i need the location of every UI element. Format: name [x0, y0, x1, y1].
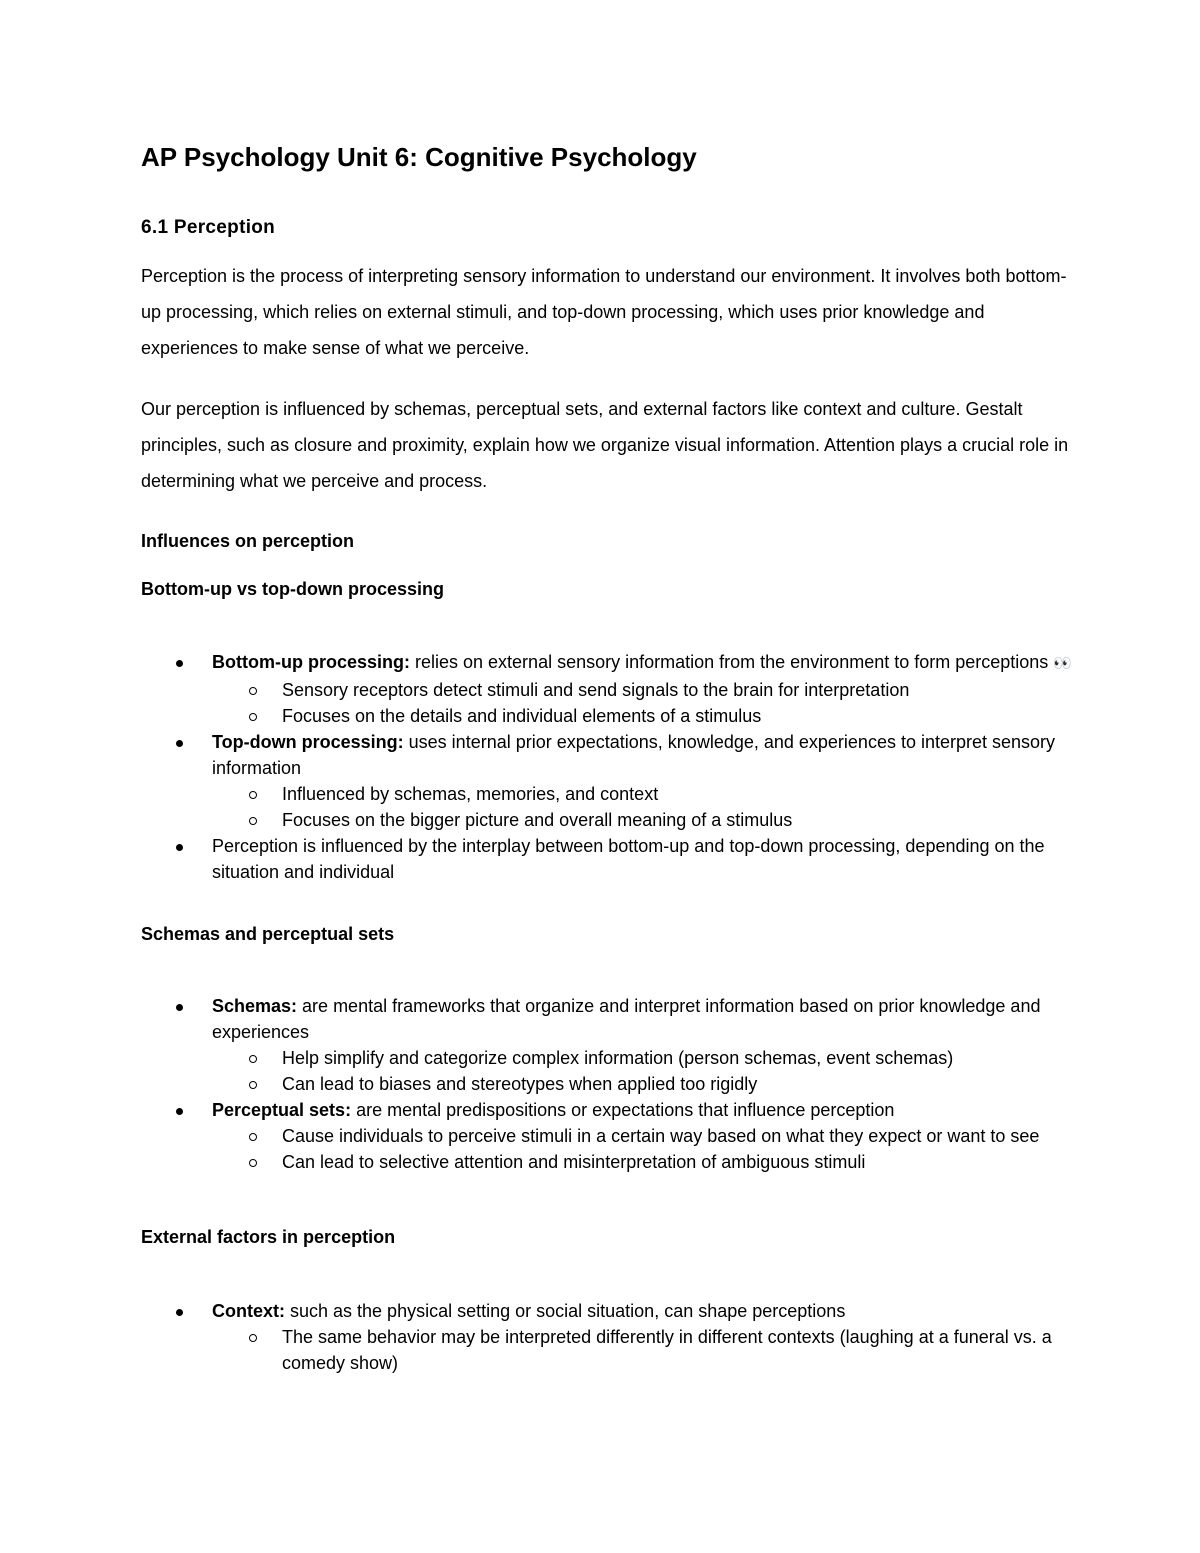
sub-list-item: Can lead to biases and stereotypes when applied too rigidly [0, 1071, 1072, 1097]
term-label: Context: [212, 1301, 285, 1321]
document-title: AP Psychology Unit 6: Cognitive Psychology [141, 142, 697, 172]
term-label: Bottom-up processing: [212, 652, 410, 672]
term-label: Top-down processing: [212, 732, 404, 752]
sub-list-item: Sensory receptors detect stimuli and send signals to the brain for interpretation [0, 677, 1072, 703]
sub-list-item: Focuses on the bigger picture and overall meaning of a stimulus [0, 807, 1072, 833]
circle-bullet [249, 1081, 257, 1089]
term-definition: such as the physical setting or social situation, can shape perceptions [285, 1301, 846, 1321]
sub-list-item: The same behavior may be interpreted differently in different contexts (laughing at a funeral vs. a comedy show) [0, 1324, 1072, 1376]
term-definition: relies on external sensory information from the environment to form perceptions [410, 652, 1054, 672]
circle-bullet [249, 1055, 257, 1063]
term-definition: are mental predispositions or expectations that influence perception [351, 1100, 895, 1120]
external-factors-heading: External factors in perception [141, 1227, 396, 1247]
term-label: Schemas: [212, 996, 298, 1016]
sub-list-item: Can lead to selective attention and misinterpretation of ambiguous stimuli [0, 1149, 1072, 1175]
sub-list-item: Help simplify and categorize complex information (person schemas, event schemas) [0, 1045, 1072, 1071]
bullet [176, 1004, 183, 1011]
list-item [0, 649, 1200, 729]
schemas-list [0, 993, 1200, 1175]
term-definition: uses internal prior expectations, knowledge, and experiences to interpret sensory information [212, 732, 1056, 778]
sub-list-item: Influenced by schemas, memories, and context [0, 781, 1072, 807]
term-definition: are mental frameworks that organize and interpret information based on prior knowledge and experiences [212, 996, 1041, 1042]
circle-bullet [249, 791, 257, 799]
sub-list-item: Cause individuals to perceive stimuli in a certain way based on what they expect or want to see [0, 1123, 1072, 1149]
processing-heading: Bottom-up vs top-down processing [141, 579, 444, 599]
list-item [0, 833, 1200, 885]
circle-bullet [249, 817, 257, 825]
bullet [176, 740, 183, 747]
bullet [176, 1108, 183, 1115]
circle-bullet [249, 687, 257, 695]
influences-heading: Influences on perception [141, 531, 355, 551]
circle-bullet [249, 1133, 257, 1141]
external-factors-list [0, 1298, 1200, 1376]
list-item [0, 1097, 1200, 1175]
bullet [176, 660, 183, 667]
circle-bullet [249, 713, 257, 721]
sub-list-item: Focuses on the details and individual elements of a stimulus [0, 703, 1072, 729]
intro-paragraph: Perception is the process of interpreting sensory information to understand our environment. It involves both bottom-up processing, which relies on external stimuli, and top-down processing, which uses prior knowledge and experiences to make sense of what we perceive. [141, 266, 1067, 358]
list-item-text: Perception is influenced by the interplay between bottom-up and top-down processing, depending on the situation and individual [212, 836, 1045, 882]
perception-influences-paragraph: Our perception is influenced by schemas, perceptual sets, and external factors like context and culture. Gestalt principles, such as closure and proximity, explain how we organize visual information. Attention plays a crucial role in determining what we perceive and process. [141, 399, 1069, 491]
eyes-emoji: 👀 [1053, 655, 1071, 672]
schemas-heading: Schemas and perceptual sets [141, 924, 395, 944]
circle-bullet [249, 1334, 257, 1342]
processing-list [0, 649, 1200, 885]
section-heading: 6.1 Perception [141, 217, 276, 238]
bullet [176, 1309, 183, 1316]
list-item [0, 1298, 1200, 1376]
list-item [0, 729, 1200, 833]
term-label: Perceptual sets: [212, 1100, 352, 1120]
bullet [176, 844, 183, 851]
list-item [0, 993, 1200, 1097]
circle-bullet [249, 1159, 257, 1167]
